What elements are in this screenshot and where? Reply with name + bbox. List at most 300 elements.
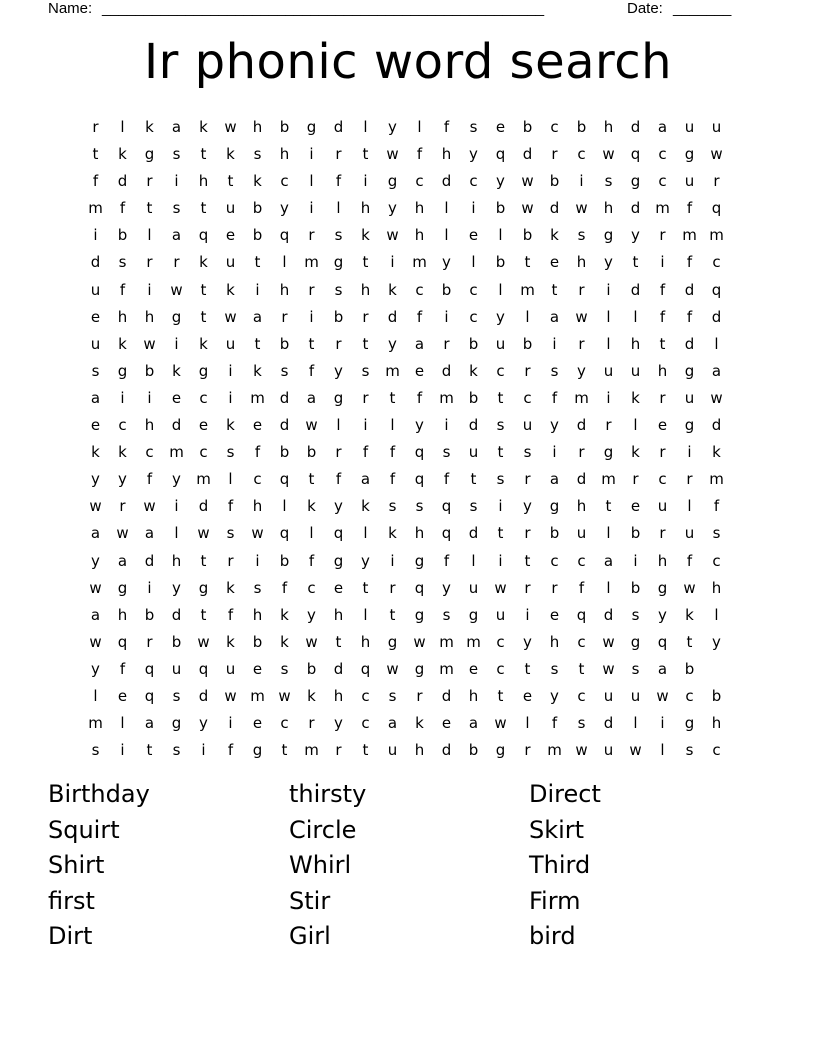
grid-letter[interactable]: t bbox=[497, 524, 504, 543]
grid-letter[interactable]: b bbox=[306, 659, 317, 678]
grid-letter[interactable]: y bbox=[334, 497, 343, 516]
grid-letter[interactable]: h bbox=[360, 280, 371, 299]
grid-letter[interactable]: g bbox=[657, 578, 668, 597]
grid-letter[interactable]: h bbox=[414, 199, 425, 218]
grid-letter[interactable]: w bbox=[143, 497, 156, 516]
grid-letter[interactable]: w bbox=[89, 497, 102, 516]
grid-letter[interactable]: a bbox=[171, 226, 182, 245]
grid-letter[interactable]: r bbox=[227, 551, 234, 570]
grid-letter[interactable]: i bbox=[687, 443, 692, 462]
grid-letter[interactable]: m bbox=[439, 388, 454, 407]
grid-letter[interactable]: i bbox=[633, 551, 638, 570]
grid-letter[interactable]: y bbox=[388, 199, 397, 218]
grid-letter[interactable]: r bbox=[92, 118, 99, 136]
grid-letter[interactable]: h bbox=[360, 199, 371, 218]
grid-letter[interactable]: e bbox=[468, 226, 479, 245]
grid-letter[interactable]: r bbox=[146, 253, 153, 272]
grid-letter[interactable]: k bbox=[685, 605, 694, 624]
grid-letter[interactable]: f bbox=[686, 253, 693, 272]
grid-letter[interactable]: r bbox=[335, 741, 342, 760]
grid-letter[interactable]: b bbox=[144, 361, 155, 380]
grid-letter[interactable]: g bbox=[306, 118, 317, 136]
grid-letter[interactable]: a bbox=[549, 307, 560, 326]
grid-letter[interactable]: k bbox=[388, 280, 397, 299]
grid-letter[interactable]: d bbox=[603, 605, 614, 624]
grid-letter[interactable]: k bbox=[253, 361, 262, 380]
grid-letter[interactable]: y bbox=[631, 226, 640, 245]
grid-letter[interactable]: b bbox=[549, 524, 560, 543]
grid-letter[interactable]: y bbox=[91, 551, 100, 570]
grid-letter[interactable]: b bbox=[279, 118, 290, 136]
grid-letter[interactable]: r bbox=[335, 443, 342, 462]
grid-letter[interactable]: y bbox=[172, 578, 181, 597]
grid-letter[interactable]: d bbox=[468, 524, 479, 543]
grid-letter[interactable]: h bbox=[171, 551, 182, 570]
grid-letter[interactable]: y bbox=[469, 145, 478, 164]
grid-letter[interactable]: l bbox=[471, 253, 476, 272]
grid-letter[interactable]: l bbox=[336, 199, 341, 218]
grid-letter[interactable]: i bbox=[174, 497, 179, 516]
grid-letter[interactable]: a bbox=[144, 714, 155, 733]
grid-letter[interactable]: r bbox=[416, 686, 423, 705]
grid-letter[interactable]: u bbox=[468, 578, 479, 597]
grid-letter[interactable]: c bbox=[550, 551, 559, 570]
grid-letter[interactable]: r bbox=[524, 361, 531, 380]
grid-letter[interactable]: t bbox=[524, 659, 531, 678]
grid-letter[interactable]: g bbox=[252, 741, 263, 760]
grid-letter[interactable]: w bbox=[386, 145, 399, 164]
grid-letter[interactable]: m bbox=[439, 632, 454, 651]
grid-letter[interactable]: s bbox=[631, 605, 640, 624]
grid-letter[interactable]: f bbox=[362, 443, 369, 462]
grid-letter[interactable]: r bbox=[146, 172, 153, 191]
grid-letter[interactable]: i bbox=[390, 551, 395, 570]
grid-letter[interactable]: h bbox=[117, 307, 128, 326]
grid-letter[interactable]: h bbox=[711, 578, 722, 597]
grid-letter[interactable]: w bbox=[305, 632, 318, 651]
grid-letter[interactable]: u bbox=[387, 741, 398, 760]
grid-letter[interactable]: c bbox=[280, 172, 289, 191]
grid-letter[interactable]: l bbox=[282, 497, 287, 516]
grid-letter[interactable]: t bbox=[362, 253, 369, 272]
grid-letter[interactable]: t bbox=[254, 334, 261, 353]
grid-letter[interactable]: a bbox=[90, 388, 101, 407]
grid-letter[interactable]: r bbox=[713, 172, 720, 191]
grid-letter[interactable]: b bbox=[279, 334, 290, 353]
grid-letter[interactable]: f bbox=[308, 361, 315, 380]
grid-letter[interactable]: d bbox=[711, 307, 722, 326]
grid-letter[interactable]: r bbox=[443, 334, 450, 353]
grid-letter[interactable]: k bbox=[91, 443, 100, 462]
grid-letter[interactable]: c bbox=[712, 253, 721, 272]
grid-letter[interactable]: s bbox=[172, 199, 181, 218]
grid-letter[interactable]: d bbox=[684, 334, 695, 353]
grid-letter[interactable]: m bbox=[250, 388, 265, 407]
grid-letter[interactable]: s bbox=[442, 443, 451, 462]
grid-letter[interactable]: b bbox=[468, 741, 479, 760]
grid-letter[interactable]: d bbox=[549, 199, 560, 218]
grid-letter[interactable]: i bbox=[471, 199, 476, 218]
grid-letter[interactable]: s bbox=[280, 659, 289, 678]
grid-letter[interactable]: b bbox=[306, 443, 317, 462]
grid-letter[interactable]: g bbox=[117, 361, 128, 380]
grid-letter[interactable]: e bbox=[522, 686, 533, 705]
grid-letter[interactable]: f bbox=[443, 118, 450, 136]
grid-letter[interactable]: r bbox=[524, 741, 531, 760]
grid-letter[interactable]: c bbox=[199, 388, 208, 407]
grid-letter[interactable]: a bbox=[414, 334, 425, 353]
grid-letter[interactable]: k bbox=[226, 632, 235, 651]
grid-letter[interactable]: l bbox=[363, 118, 368, 136]
grid-letter[interactable]: g bbox=[198, 578, 209, 597]
grid-letter[interactable]: l bbox=[633, 714, 638, 733]
grid-letter[interactable]: g bbox=[387, 172, 398, 191]
grid-letter[interactable]: m bbox=[655, 199, 670, 218]
grid-letter[interactable]: k bbox=[199, 118, 208, 136]
grid-letter[interactable]: f bbox=[659, 307, 666, 326]
grid-letter[interactable]: d bbox=[630, 199, 641, 218]
grid-letter[interactable]: c bbox=[496, 659, 505, 678]
grid-letter[interactable]: u bbox=[495, 334, 506, 353]
grid-letter[interactable]: i bbox=[309, 199, 314, 218]
grid-letter[interactable]: s bbox=[496, 416, 505, 435]
grid-letter[interactable]: f bbox=[227, 741, 234, 760]
grid-letter[interactable]: m bbox=[547, 741, 562, 760]
grid-letter[interactable]: m bbox=[439, 659, 454, 678]
grid-letter[interactable]: t bbox=[659, 334, 666, 353]
grid-letter[interactable]: s bbox=[172, 686, 181, 705]
grid-letter[interactable]: u bbox=[90, 334, 101, 353]
grid-letter[interactable]: f bbox=[227, 497, 234, 516]
grid-letter[interactable]: r bbox=[362, 307, 369, 326]
grid-letter[interactable]: b bbox=[630, 578, 641, 597]
grid-letter[interactable]: m bbox=[250, 686, 265, 705]
grid-letter[interactable]: s bbox=[172, 145, 181, 164]
grid-letter[interactable]: i bbox=[228, 714, 233, 733]
grid-letter[interactable]: r bbox=[524, 578, 531, 597]
grid-letter[interactable]: d bbox=[387, 307, 398, 326]
grid-letter[interactable]: q bbox=[144, 659, 155, 678]
grid-letter[interactable]: c bbox=[118, 416, 127, 435]
grid-letter[interactable]: s bbox=[442, 605, 451, 624]
grid-letter[interactable]: b bbox=[711, 686, 722, 705]
grid-letter[interactable]: k bbox=[361, 497, 370, 516]
grid-letter[interactable]: g bbox=[117, 578, 128, 597]
grid-letter[interactable]: y bbox=[91, 659, 100, 678]
grid-letter[interactable]: i bbox=[309, 307, 314, 326]
grid-letter[interactable]: k bbox=[145, 118, 154, 136]
grid-letter[interactable]: l bbox=[309, 172, 314, 191]
grid-letter[interactable]: f bbox=[713, 497, 720, 516]
grid-letter[interactable]: t bbox=[578, 659, 585, 678]
grid-letter[interactable]: w bbox=[386, 659, 399, 678]
grid-letter[interactable]: u bbox=[603, 686, 614, 705]
grid-letter[interactable]: i bbox=[444, 307, 449, 326]
grid-letter[interactable]: k bbox=[415, 714, 424, 733]
grid-letter[interactable]: i bbox=[255, 551, 260, 570]
grid-letter[interactable]: m bbox=[466, 632, 481, 651]
grid-letter[interactable]: m bbox=[88, 714, 103, 733]
grid-letter[interactable]: w bbox=[494, 714, 507, 733]
grid-letter[interactable]: r bbox=[119, 497, 126, 516]
grid-letter[interactable]: y bbox=[388, 118, 397, 136]
grid-letter[interactable]: t bbox=[281, 741, 288, 760]
grid-letter[interactable]: h bbox=[252, 118, 263, 136]
grid-letter[interactable]: b bbox=[252, 632, 263, 651]
grid-letter[interactable]: y bbox=[577, 361, 586, 380]
grid-letter[interactable]: s bbox=[577, 226, 586, 245]
grid-letter[interactable]: i bbox=[228, 388, 233, 407]
grid-letter[interactable]: d bbox=[684, 280, 695, 299]
grid-letter[interactable]: g bbox=[198, 361, 209, 380]
grid-letter[interactable]: u bbox=[630, 686, 641, 705]
grid-letter[interactable]: t bbox=[362, 145, 369, 164]
grid-letter[interactable]: f bbox=[416, 388, 423, 407]
grid-letter[interactable]: g bbox=[414, 605, 425, 624]
grid-letter[interactable]: y bbox=[334, 714, 343, 733]
grid-letter[interactable]: q bbox=[711, 280, 722, 299]
grid-letter[interactable]: w bbox=[494, 578, 507, 597]
grid-letter[interactable]: b bbox=[117, 226, 128, 245]
grid-letter[interactable]: s bbox=[91, 741, 100, 760]
grid-letter[interactable]: r bbox=[335, 334, 342, 353]
grid-letter[interactable]: l bbox=[309, 524, 314, 543]
grid-letter[interactable]: c bbox=[469, 172, 478, 191]
grid-letter[interactable]: i bbox=[174, 172, 179, 191]
grid-letter[interactable]: f bbox=[119, 199, 126, 218]
grid-letter[interactable]: b bbox=[522, 334, 533, 353]
grid-letter[interactable]: c bbox=[253, 470, 262, 489]
grid-letter[interactable]: g bbox=[333, 551, 344, 570]
grid-letter[interactable]: l bbox=[633, 416, 638, 435]
grid-letter[interactable]: i bbox=[552, 334, 557, 353]
grid-letter[interactable]: e bbox=[90, 307, 101, 326]
grid-letter[interactable]: f bbox=[119, 280, 126, 299]
grid-letter[interactable]: q bbox=[441, 524, 452, 543]
grid-letter[interactable]: m bbox=[304, 253, 319, 272]
grid-letter[interactable]: d bbox=[522, 145, 533, 164]
grid-letter[interactable]: i bbox=[228, 361, 233, 380]
grid-letter[interactable]: y bbox=[307, 605, 316, 624]
grid-letter[interactable]: l bbox=[444, 226, 449, 245]
grid-letter[interactable]: k bbox=[118, 145, 127, 164]
grid-letter[interactable]: m bbox=[601, 470, 616, 489]
grid-letter[interactable]: l bbox=[606, 307, 611, 326]
grid-letter[interactable]: i bbox=[552, 443, 557, 462]
grid-letter[interactable]: a bbox=[711, 361, 722, 380]
grid-letter[interactable]: r bbox=[362, 388, 369, 407]
grid-letter[interactable]: b bbox=[252, 226, 263, 245]
grid-letter[interactable] bbox=[703, 656, 730, 683]
grid-letter[interactable]: l bbox=[282, 253, 287, 272]
grid-letter[interactable]: d bbox=[441, 741, 452, 760]
grid-letter[interactable]: w bbox=[521, 172, 534, 191]
grid-letter[interactable]: f bbox=[443, 551, 450, 570]
grid-letter[interactable]: t bbox=[551, 280, 558, 299]
grid-letter[interactable]: t bbox=[200, 605, 207, 624]
grid-letter[interactable]: q bbox=[360, 659, 371, 678]
grid-letter[interactable]: i bbox=[498, 551, 503, 570]
grid-letter[interactable]: h bbox=[252, 497, 263, 516]
grid-letter[interactable]: l bbox=[336, 416, 341, 435]
grid-letter[interactable]: w bbox=[278, 686, 291, 705]
grid-letter[interactable]: g bbox=[144, 145, 155, 164]
grid-letter[interactable]: g bbox=[387, 632, 398, 651]
grid-letter[interactable]: u bbox=[225, 199, 236, 218]
grid-letter[interactable]: s bbox=[469, 118, 478, 136]
grid-letter[interactable]: r bbox=[632, 470, 639, 489]
grid-letter[interactable]: s bbox=[388, 497, 397, 516]
grid-letter[interactable]: l bbox=[633, 307, 638, 326]
grid-letter[interactable]: y bbox=[334, 361, 343, 380]
grid-letter[interactable]: h bbox=[198, 172, 209, 191]
grid-letter[interactable]: q bbox=[198, 659, 209, 678]
grid-letter[interactable]: c bbox=[469, 307, 478, 326]
grid-letter[interactable]: h bbox=[414, 524, 425, 543]
grid-letter[interactable]: w bbox=[521, 199, 534, 218]
grid-letter[interactable]: g bbox=[630, 172, 641, 191]
grid-letter[interactable]: f bbox=[443, 470, 450, 489]
grid-letter[interactable]: d bbox=[198, 497, 209, 516]
grid-letter[interactable]: r bbox=[524, 470, 531, 489]
grid-letter[interactable]: b bbox=[576, 118, 587, 136]
grid-letter[interactable]: c bbox=[712, 551, 721, 570]
grid-letter[interactable]: r bbox=[551, 145, 558, 164]
grid-letter[interactable]: q bbox=[441, 497, 452, 516]
grid-letter[interactable]: l bbox=[93, 686, 98, 705]
grid-letter[interactable]: f bbox=[146, 470, 153, 489]
grid-letter[interactable]: c bbox=[577, 551, 586, 570]
grid-letter[interactable]: s bbox=[91, 361, 100, 380]
grid-letter[interactable]: i bbox=[660, 253, 665, 272]
grid-letter[interactable]: q bbox=[333, 524, 344, 543]
grid-letter[interactable]: l bbox=[120, 714, 125, 733]
grid-letter[interactable]: s bbox=[496, 470, 505, 489]
grid-letter[interactable]: q bbox=[198, 226, 209, 245]
grid-letter[interactable]: b bbox=[171, 632, 182, 651]
grid-letter[interactable]: f bbox=[335, 470, 342, 489]
grid-letter[interactable]: y bbox=[712, 632, 721, 651]
grid-letter[interactable]: e bbox=[333, 578, 344, 597]
grid-letter[interactable]: g bbox=[171, 307, 182, 326]
grid-letter[interactable]: q bbox=[414, 470, 425, 489]
grid-letter[interactable]: r bbox=[308, 226, 315, 245]
grid-letter[interactable]: t bbox=[308, 470, 315, 489]
grid-letter[interactable]: e bbox=[225, 226, 236, 245]
grid-letter[interactable]: w bbox=[575, 307, 588, 326]
grid-letter[interactable]: y bbox=[361, 551, 370, 570]
grid-letter[interactable]: h bbox=[576, 253, 587, 272]
grid-letter[interactable]: s bbox=[469, 497, 478, 516]
grid-letter[interactable]: k bbox=[253, 172, 262, 191]
grid-letter[interactable]: t bbox=[227, 172, 234, 191]
grid-letter[interactable]: f bbox=[686, 307, 693, 326]
grid-letter[interactable]: c bbox=[577, 686, 586, 705]
grid-letter[interactable]: y bbox=[415, 416, 424, 435]
grid-letter[interactable]: f bbox=[389, 470, 396, 489]
grid-letter[interactable]: l bbox=[498, 226, 503, 245]
grid-letter[interactable]: l bbox=[687, 497, 692, 516]
grid-letter[interactable]: i bbox=[147, 388, 152, 407]
grid-letter[interactable]: h bbox=[117, 605, 128, 624]
grid-letter[interactable]: t bbox=[335, 632, 342, 651]
grid-letter[interactable]: y bbox=[658, 605, 667, 624]
grid-letter[interactable]: t bbox=[497, 686, 504, 705]
grid-letter[interactable]: s bbox=[631, 659, 640, 678]
grid-letter[interactable]: c bbox=[658, 172, 667, 191]
grid-letter[interactable]: f bbox=[416, 307, 423, 326]
grid-letter[interactable]: t bbox=[362, 578, 369, 597]
grid-letter[interactable]: i bbox=[525, 605, 530, 624]
grid-letter[interactable]: f bbox=[227, 605, 234, 624]
grid-letter[interactable]: d bbox=[576, 416, 587, 435]
grid-letter[interactable]: r bbox=[308, 280, 315, 299]
grid-letter[interactable]: f bbox=[551, 714, 558, 733]
date-blank-line[interactable]: _______ bbox=[673, 0, 732, 17]
grid-letter[interactable]: a bbox=[657, 659, 668, 678]
grid-letter[interactable]: t bbox=[200, 145, 207, 164]
grid-letter[interactable]: y bbox=[442, 578, 451, 597]
grid-letter[interactable]: w bbox=[116, 524, 129, 543]
grid-letter[interactable]: e bbox=[495, 118, 506, 136]
grid-letter[interactable]: u bbox=[684, 388, 695, 407]
grid-letter[interactable]: m bbox=[169, 443, 184, 462]
grid-letter[interactable]: y bbox=[388, 334, 397, 353]
grid-letter[interactable]: r bbox=[578, 280, 585, 299]
grid-letter[interactable]: a bbox=[90, 605, 101, 624]
grid-letter[interactable]: h bbox=[603, 118, 614, 136]
grid-letter[interactable]: t bbox=[524, 551, 531, 570]
grid-letter[interactable]: q bbox=[657, 632, 668, 651]
grid-letter[interactable]: b bbox=[441, 280, 452, 299]
grid-letter[interactable]: r bbox=[578, 443, 585, 462]
grid-letter[interactable]: h bbox=[333, 686, 344, 705]
grid-letter[interactable]: w bbox=[413, 632, 426, 651]
grid-letter[interactable]: c bbox=[496, 632, 505, 651]
grid-letter[interactable]: r bbox=[146, 632, 153, 651]
grid-letter[interactable]: e bbox=[252, 714, 263, 733]
grid-letter[interactable]: k bbox=[388, 524, 397, 543]
grid-letter[interactable]: e bbox=[90, 416, 101, 435]
grid-letter[interactable]: w bbox=[197, 632, 210, 651]
grid-letter[interactable]: i bbox=[120, 388, 125, 407]
grid-letter[interactable]: u bbox=[90, 280, 101, 299]
grid-letter[interactable]: s bbox=[415, 497, 424, 516]
grid-letter[interactable]: f bbox=[254, 443, 261, 462]
grid-letter[interactable]: d bbox=[630, 118, 641, 136]
grid-letter[interactable]: s bbox=[280, 361, 289, 380]
grid-letter[interactable]: c bbox=[199, 443, 208, 462]
grid-letter[interactable]: s bbox=[253, 145, 262, 164]
grid-letter[interactable]: w bbox=[710, 388, 723, 407]
grid-letter[interactable]: w bbox=[224, 307, 237, 326]
grid-letter[interactable]: q bbox=[414, 443, 425, 462]
grid-letter[interactable]: q bbox=[279, 524, 290, 543]
grid-letter[interactable]: d bbox=[468, 416, 479, 435]
grid-letter[interactable]: u bbox=[684, 172, 695, 191]
grid-letter[interactable]: l bbox=[228, 470, 233, 489]
grid-letter[interactable]: q bbox=[711, 199, 722, 218]
grid-letter[interactable]: i bbox=[93, 226, 98, 245]
grid-letter[interactable]: t bbox=[362, 334, 369, 353]
grid-letter[interactable]: i bbox=[363, 416, 368, 435]
grid-letter[interactable]: k bbox=[712, 443, 721, 462]
grid-letter[interactable]: y bbox=[91, 470, 100, 489]
grid-letter[interactable]: b bbox=[522, 226, 533, 245]
grid-letter[interactable]: f bbox=[551, 388, 558, 407]
grid-letter[interactable]: l bbox=[444, 199, 449, 218]
grid-letter[interactable]: w bbox=[251, 524, 264, 543]
